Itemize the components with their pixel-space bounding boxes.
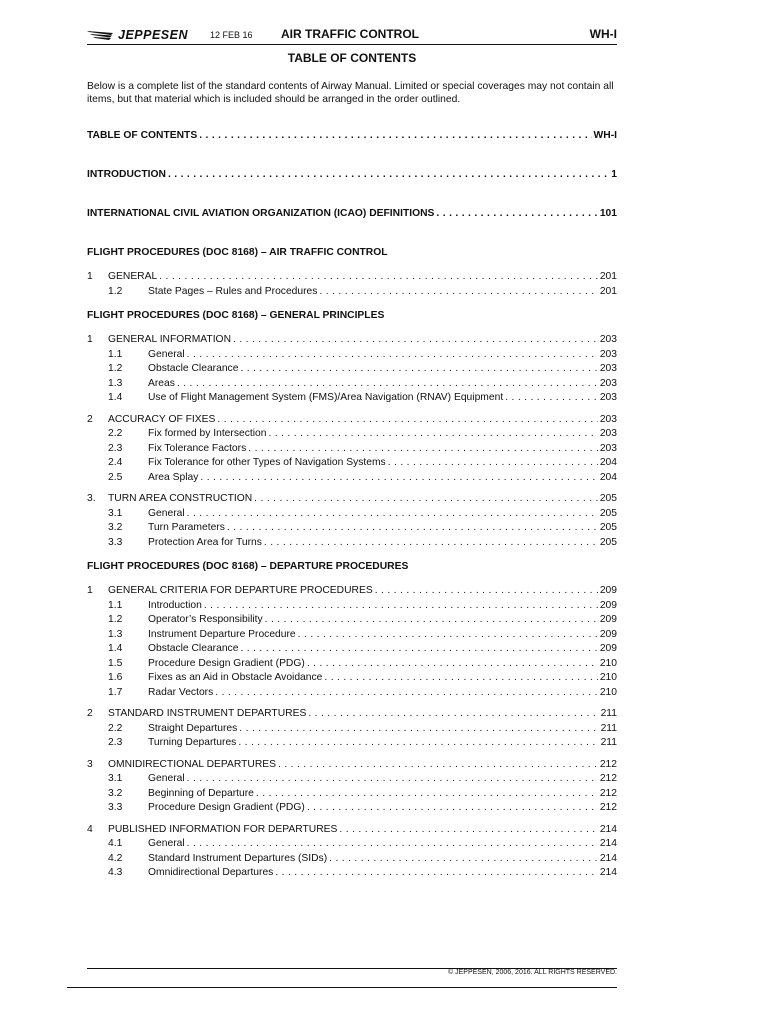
brand-name: JEPPESEN: [118, 28, 189, 42]
toc-entry-label: Operator’s Responsibility: [148, 614, 263, 625]
toc-entry-label: Introduction: [148, 599, 202, 611]
toc-entry-label: Omnidirectional Departures: [148, 867, 274, 878]
dot-leader: [177, 377, 598, 391]
dot-leader: [436, 207, 597, 221]
dot-leader: [308, 707, 598, 721]
toc-entry-label: Fix Tolerance for other Types of Navigation Systems: [148, 457, 386, 468]
jeppesen-wing-icon: [87, 29, 115, 41]
toc-entry[interactable]: [87, 584, 617, 598]
dot-leader: [227, 521, 598, 535]
toc-entry-number: 1.4: [108, 392, 123, 403]
toc-entry[interactable]: [87, 599, 617, 613]
dot-leader: [248, 442, 598, 456]
toc-entry-page: 205: [599, 493, 617, 504]
toc-entry-page: 101: [599, 208, 617, 219]
toc-entry-label: Protection Area for Turns: [148, 536, 262, 548]
toc-entry-label: Areas: [148, 377, 175, 389]
dot-leader: [233, 333, 598, 347]
toc-entry-label: GENERAL: [108, 271, 158, 282]
intro-paragraph: Below is a complete list of the standard contents of Airway Manual. Limited or special coverages may not contain all items, but that material which is included should be arranged in the order outlined.: [87, 81, 614, 105]
dot-leader: [298, 628, 598, 642]
toc-entry-number: 2.3: [108, 442, 123, 454]
toc-entry-page: 212: [599, 758, 617, 770]
toc-entry-label: STANDARD INSTRUMENT DEPARTURES: [108, 708, 307, 719]
toc-entry-number: 1.2: [108, 285, 123, 297]
toc-entry-number: 1.5: [108, 657, 123, 669]
toc-entry[interactable]: [87, 536, 617, 550]
toc-entry[interactable]: [87, 521, 617, 535]
toc-entry-page: 214: [599, 867, 617, 878]
toc-entry[interactable]: [87, 285, 617, 299]
dot-leader: [388, 456, 598, 470]
toc-entry-number: 3.: [87, 493, 96, 504]
toc-entry[interactable]: [87, 628, 617, 642]
toc-entry-label: Fixes as an Aid in Obstacle Avoidance: [148, 672, 323, 683]
toc-entry-label: State Pages – Rules and Procedures: [148, 285, 318, 297]
toc-entry[interactable]: [87, 507, 617, 521]
toc-entry-page: 212: [599, 787, 617, 799]
toc-entry[interactable]: [87, 686, 617, 700]
toc-entry[interactable]: [87, 270, 617, 284]
toc-entry-number: 2.4: [108, 457, 123, 468]
copyright-notice: © JEPPESEN, 2006, 2016. ALL RIGHTS RESERVED.: [448, 969, 617, 976]
toc-entry-label: ACCURACY OF FIXES: [108, 413, 216, 425]
toc-entry[interactable]: [87, 129, 617, 143]
jeppesen-logo: [87, 28, 188, 42]
toc-entry-number: 1.3: [108, 377, 123, 389]
toc-entry[interactable]: [87, 413, 617, 427]
toc-entry-label: General: [148, 838, 185, 849]
toc-entry-page: 203: [599, 442, 617, 454]
toc-entry-number: 2.3: [108, 737, 123, 748]
footer-bottom-rule: [67, 987, 617, 988]
dot-leader: [268, 427, 597, 441]
section-heading: FLIGHT PROCEDURES (DOC 8168) – GENERAL PRINCIPLES: [87, 310, 385, 321]
toc-entry-number: 4.3: [108, 867, 123, 878]
toc-entry[interactable]: [87, 787, 617, 801]
dot-leader: [329, 852, 598, 866]
page-title: TABLE OF CONTENTS: [287, 51, 417, 65]
dot-leader: [339, 823, 597, 837]
toc-entry[interactable]: [87, 427, 617, 441]
toc-entry-number: 1.2: [108, 614, 123, 625]
toc-entry-label: Procedure Design Gradient (PDG): [148, 802, 305, 813]
dot-leader: [265, 613, 598, 627]
toc-entry-page: 211: [600, 708, 617, 719]
toc-entry-number: 1.3: [108, 628, 123, 640]
toc-entry[interactable]: [87, 852, 617, 866]
dot-leader: [199, 129, 591, 143]
toc-entry[interactable]: [87, 391, 617, 405]
header-page-code: WH-I: [589, 27, 617, 41]
section-heading: FLIGHT PROCEDURES (DOC 8168) – DEPARTURE PROCEDURES: [87, 561, 409, 572]
toc-entry-page: 203: [599, 392, 617, 403]
toc-entry-page: 204: [599, 457, 617, 468]
dot-leader: [238, 736, 598, 750]
toc-entry[interactable]: [87, 758, 617, 772]
toc-entry[interactable]: [87, 642, 617, 656]
toc-entry-page: 212: [599, 773, 617, 784]
toc-entry[interactable]: [87, 772, 617, 786]
toc-entry-page: 210: [599, 672, 617, 683]
dot-leader: [187, 507, 598, 521]
toc-entry[interactable]: [87, 707, 617, 721]
dot-leader: [254, 492, 598, 506]
toc-entry-page: 209: [599, 585, 617, 596]
toc-entry[interactable]: [87, 801, 617, 815]
toc-entry-label: Fix Tolerance Factors: [148, 442, 247, 454]
toc-entry[interactable]: [87, 333, 617, 347]
toc-entry[interactable]: [87, 456, 617, 470]
toc-entry[interactable]: [87, 837, 617, 851]
toc-entry[interactable]: [87, 442, 617, 456]
toc-entry-page: 214: [599, 852, 617, 864]
toc-entry-number: 1.1: [108, 599, 123, 611]
toc-entry[interactable]: [87, 492, 617, 506]
toc-entry-page: 204: [599, 471, 617, 483]
toc-entry-label: Area Splay: [148, 471, 199, 483]
toc-entry[interactable]: [87, 207, 617, 221]
toc-entry-number: 1: [87, 334, 93, 345]
toc-entry-label: Fix formed by Intersection: [148, 428, 267, 439]
toc-entry-page: WH-I: [593, 130, 617, 141]
toc-entry-page: 211: [600, 737, 617, 748]
toc-entry-label: PUBLISHED INFORMATION FOR DEPARTURES: [108, 823, 338, 835]
toc-entry[interactable]: [87, 866, 617, 880]
toc-entry-page: 210: [599, 686, 617, 698]
toc-entry-page: 210: [599, 657, 617, 669]
toc-entry[interactable]: [87, 377, 617, 391]
toc-entry-label: General: [148, 507, 185, 519]
toc-entry-label: General: [148, 773, 185, 784]
toc-entry[interactable]: [87, 671, 617, 685]
toc-entry-page: 205: [599, 536, 617, 548]
dot-leader: [307, 657, 598, 671]
toc-entry-number: 3.2: [108, 522, 123, 533]
dot-leader: [275, 866, 597, 880]
page-header: [87, 26, 617, 45]
toc-entry[interactable]: [87, 736, 617, 750]
toc-entry-number: 1.1: [108, 348, 123, 360]
dot-leader: [264, 536, 598, 550]
toc-entry[interactable]: [87, 657, 617, 671]
toc-entry-label: Obstacle Clearance: [148, 363, 239, 374]
dot-leader: [187, 348, 598, 362]
dot-leader: [505, 391, 598, 405]
toc-entry-label: OMNIDIRECTIONAL DEPARTURES: [108, 758, 277, 770]
toc-entry-label: GENERAL INFORMATION: [108, 334, 231, 345]
toc-entry-number: 4.2: [108, 852, 123, 864]
toc-entry-label: INTERNATIONAL CIVIL AVIATION ORGANIZATION (ICAO) DEFINITIONS: [87, 208, 435, 219]
dot-leader: [256, 787, 598, 801]
toc-entry-number: 3.1: [108, 507, 123, 519]
toc-entry-number: 1.4: [108, 643, 123, 654]
toc-entry-page: 205: [599, 507, 617, 519]
toc-entry-label: Standard Instrument Departures (SIDs): [148, 852, 328, 864]
toc-entry-label: Turn Parameters: [148, 522, 225, 533]
dot-leader: [324, 671, 597, 685]
toc-entry-label: TURN AREA CONSTRUCTION: [108, 493, 253, 504]
toc-entry-number: 4: [87, 823, 93, 835]
toc-entry-number: 1.2: [108, 363, 123, 374]
dot-leader: [239, 722, 598, 736]
toc-entry-page: 209: [599, 643, 617, 654]
toc-entry[interactable]: [87, 471, 617, 485]
toc-entry-page: 209: [599, 628, 617, 640]
toc-entry-page: 209: [599, 599, 617, 611]
toc-entry-page: 203: [599, 428, 617, 439]
toc-entry-number: 1: [87, 585, 93, 596]
toc-entry-label: Radar Vectors: [148, 686, 214, 698]
toc-entry-page: 214: [599, 823, 617, 835]
dot-leader: [159, 270, 598, 284]
toc-entry-number: 2: [87, 708, 93, 719]
toc-entry-page: 203: [599, 363, 617, 374]
dot-leader: [240, 642, 597, 656]
toc-entry-number: 1.7: [108, 686, 123, 698]
toc-entry-number: 1.6: [108, 672, 123, 683]
header-title: AIR TRAFFIC CONTROL: [281, 27, 419, 41]
toc-entry-number: 1: [87, 271, 93, 282]
dot-leader: [319, 285, 597, 299]
toc-entry[interactable]: [87, 362, 617, 376]
toc-entry-number: 4.1: [108, 838, 123, 849]
toc-entry-number: 2: [87, 413, 93, 425]
toc-entry-page: 203: [599, 377, 617, 389]
toc-entry-label: Straight Departures: [148, 722, 238, 734]
toc-entry-label: GENERAL CRITERIA FOR DEPARTURE PROCEDURES: [108, 585, 373, 596]
dot-leader: [217, 413, 597, 427]
toc-entry-page: 203: [599, 348, 617, 360]
toc-entry-number: 2.5: [108, 471, 123, 483]
toc-entry-page: 1: [611, 169, 617, 180]
toc-entry-number: 3.3: [108, 802, 123, 813]
toc-entry[interactable]: [87, 722, 617, 736]
toc-entry-label: Instrument Departure Procedure: [148, 628, 296, 640]
dot-leader: [215, 686, 598, 700]
toc-entry-label: TABLE OF CONTENTS: [87, 130, 198, 141]
toc-entry-number: 2.2: [108, 722, 123, 734]
toc-entry-page: 201: [599, 285, 617, 297]
toc-entry[interactable]: [87, 613, 617, 627]
dot-leader: [187, 837, 598, 851]
toc-entry[interactable]: [87, 168, 617, 182]
toc-entry[interactable]: [87, 348, 617, 362]
toc-entry-number: 2.2: [108, 428, 123, 439]
toc-entry-number: 3.3: [108, 536, 123, 548]
toc-entry-label: Beginning of Departure: [148, 787, 254, 799]
toc-entry-label: Procedure Design Gradient (PDG): [148, 657, 305, 669]
toc-entry-page: 201: [599, 271, 617, 282]
toc-entry-number: 3.2: [108, 787, 123, 799]
toc-entry-page: 211: [600, 722, 617, 734]
dot-leader: [187, 772, 598, 786]
dot-leader: [375, 584, 598, 598]
toc-entry-page: 212: [599, 802, 617, 813]
dot-leader: [200, 471, 597, 485]
toc-entry-label: Obstacle Clearance: [148, 643, 239, 654]
toc-entry-page: 205: [599, 522, 617, 533]
toc-entry-page: 209: [599, 614, 617, 625]
toc-entry-label: INTRODUCTION: [87, 169, 166, 180]
toc-entry-label: Turning Departures: [148, 737, 237, 748]
dot-leader: [168, 168, 609, 182]
header-date: 12 FEB 16: [210, 30, 253, 40]
toc-entry-page: 214: [599, 838, 617, 849]
toc-entry-number: 3.1: [108, 773, 123, 784]
dot-leader: [240, 362, 597, 376]
toc-entry-label: General: [148, 348, 185, 360]
section-heading: FLIGHT PROCEDURES (DOC 8168) – AIR TRAFFIC CONTROL: [87, 247, 388, 258]
dot-leader: [204, 599, 598, 613]
toc-entry-label: Use of Flight Management System (FMS)/Area Navigation (RNAV) Equipment: [148, 392, 504, 403]
dot-leader: [278, 758, 598, 772]
dot-leader: [307, 801, 598, 815]
toc-entry[interactable]: [87, 823, 617, 837]
toc-entry-page: 203: [599, 413, 617, 425]
toc-entry-page: 203: [599, 334, 617, 345]
toc-entry-number: 3: [87, 758, 93, 770]
